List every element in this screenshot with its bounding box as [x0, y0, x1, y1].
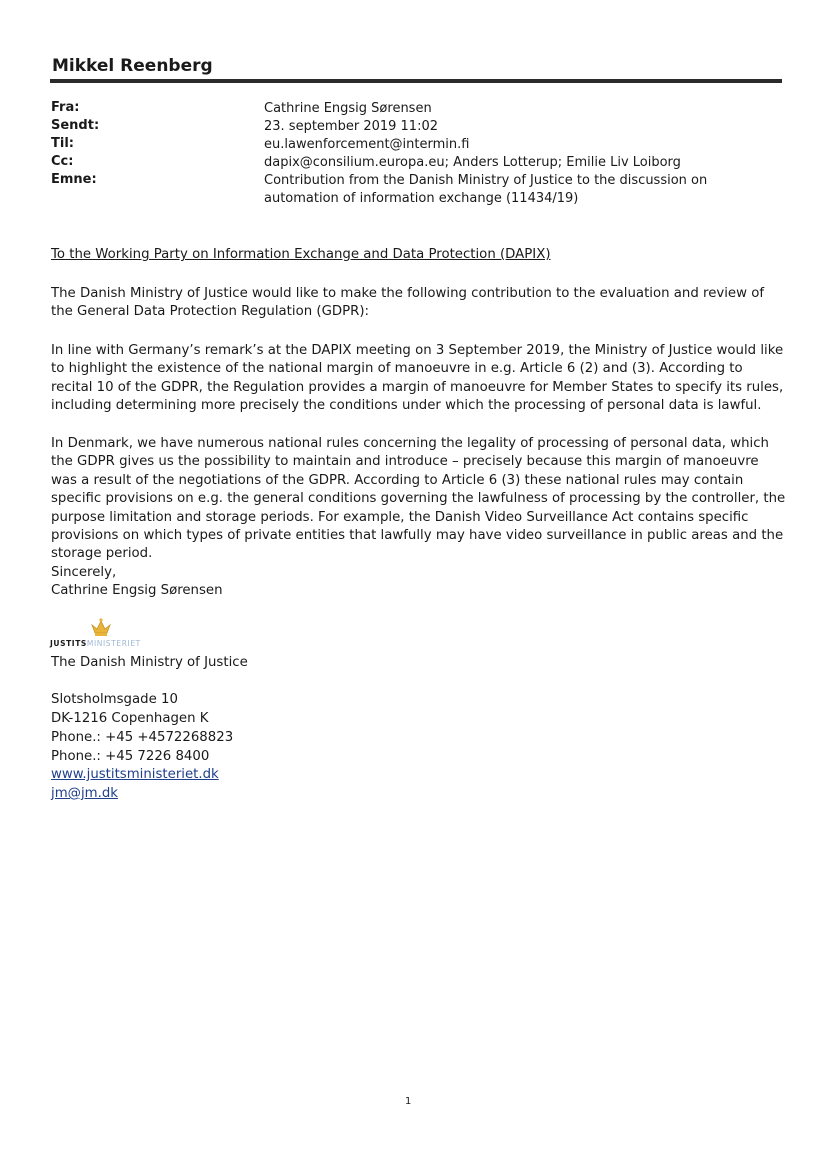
- email-container: [51, 785, 786, 803]
- to-label: Til:: [51, 136, 74, 151]
- address-line-2: DK-1216 Copenhagen K: [51, 711, 209, 726]
- ministry-logo: [50, 617, 170, 651]
- website-container: [51, 766, 786, 784]
- cc-value: dapix@consilium.europa.eu; Anders Lotterup; Emilie Liv Loiborg: [264, 155, 681, 170]
- phone-line-2: Phone.: +45 7226 8400: [51, 749, 210, 764]
- crown-icon: [90, 617, 112, 637]
- email-link[interactable]: jm@jm.dk: [51, 786, 118, 801]
- logo-word-ministeriet: MINISTERIET: [86, 639, 141, 648]
- from-label: Fra:: [51, 100, 80, 115]
- logo-word-justits: JUSTITS: [50, 639, 87, 648]
- phone-line-1: Phone.: +45 +4572268823: [51, 730, 234, 745]
- body-paragraph-1: The Danish Ministry of Justice would like to make the following contribution to the evaluation and review of the General Data Protection Regulation (GDPR):: [51, 286, 765, 320]
- sender-name: Mikkel Reenberg: [52, 56, 213, 76]
- ministry-name: The Danish Ministry of Justice: [51, 655, 248, 670]
- body-heading: To the Working Party on Information Exchange and Data Protection (DAPIX): [51, 247, 551, 262]
- cc-label: Cc:: [51, 154, 74, 169]
- website-link[interactable]: www.justitsministeriet.dk: [51, 767, 219, 782]
- sent-value: 23. september 2019 11:02: [264, 119, 438, 134]
- subject-value: Contribution from the Danish Ministry of Justice to the discussion on automation of information exchange (11434/19): [264, 173, 708, 206]
- address-line-1: Slotsholmsgade 10: [51, 692, 178, 707]
- body-paragraph-2: In line with Germany’s remark’s at the DAPIX meeting on 3 September 2019, the Ministry of Justice would like to highlight the existence of the national margin of manoeuvre in e.g. Article 6 (2) and (3). According to recital 10 of the GDPR, the Regulation provides a margin of manoeuvre for Member States to specify its rules, including determining more precisely the conditions under which the processing of personal data is lawful.: [51, 343, 784, 414]
- sent-label: Sendt:: [51, 118, 100, 133]
- from-value: Cathrine Engsig Sørensen: [264, 101, 432, 116]
- signature-closing: Sincerely,: [51, 565, 117, 580]
- signature-name: Cathrine Engsig Sørensen: [51, 583, 223, 598]
- page-number: 1: [405, 1096, 412, 1107]
- to-value: eu.lawenforcement@intermin.fi: [264, 137, 470, 152]
- header-rule: [50, 79, 782, 83]
- body-paragraph-3: In Denmark, we have numerous national rules concerning the legality of processing of personal data, which the GDPR gives us the possibility to maintain and introduce – precisely because this margin of manoeuvre was a result of the negotiations of the GDPR. According to Article 6 (3) these national rules may contain specific provisions on e.g. the general conditions governing the lawfulness of processing by the controller, the purpose limitation and storage periods. For example, the Danish Video Surveillance Act contains specific provisions on which types of private entities that lawfully may have video surveillance in public areas and the storage period.: [51, 436, 786, 562]
- logo-wordmark: [50, 639, 141, 648]
- subject-label: Emne:: [51, 172, 97, 187]
